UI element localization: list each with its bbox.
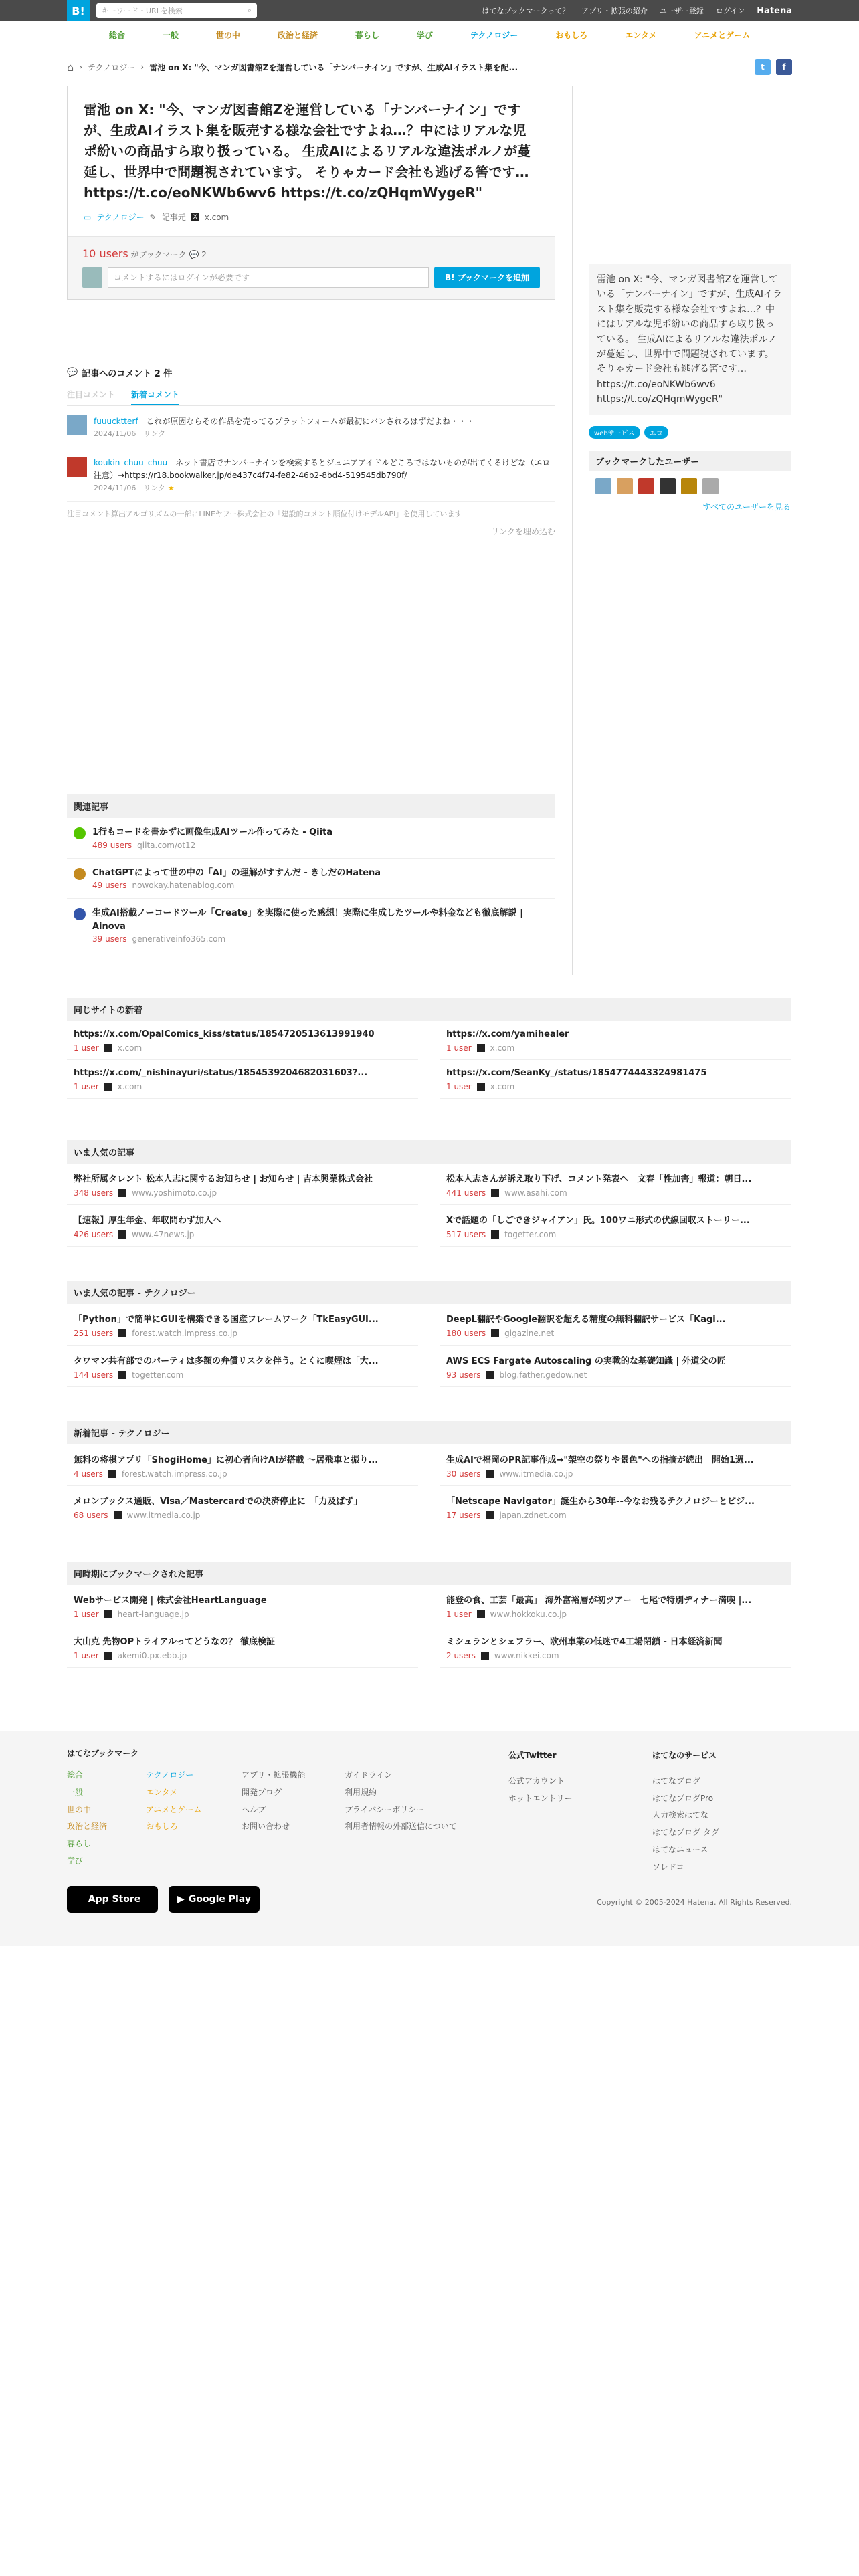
avatar[interactable] <box>681 478 697 494</box>
site-favicon-icon <box>477 1044 485 1052</box>
item-users[interactable]: 517 users <box>446 1230 486 1239</box>
footer-link[interactable]: 学び <box>67 1856 84 1866</box>
new-tech-heading: 新着記事 - テクノロジー <box>67 1421 791 1444</box>
related-item <box>67 818 555 859</box>
item-domain[interactable]: heart-language.jp <box>117 1610 189 1619</box>
site-favicon-icon <box>491 1329 499 1337</box>
comment-user[interactable]: fuuucktterf <box>94 417 138 426</box>
category-tab[interactable]: 暮らし <box>355 31 379 40</box>
site-favicon-icon <box>108 1470 116 1478</box>
comment-text: ネット書店でナンバーナインを検索するとジュニアアイドルどころではないものが出てくるけどな（エロ注意）→https://r18.bookwalker.jp/de437c4f74-fe82-46b2-8bd4-519545db790f/ <box>94 457 551 480</box>
edit-icon[interactable]: ✎ <box>149 212 157 222</box>
comment-tabs <box>67 389 555 406</box>
comment-item <box>67 447 555 502</box>
site-favicon-icon <box>104 1044 112 1052</box>
bookmark-users-heading: ブックマークしたユーザー <box>589 451 791 471</box>
site-favicon-icon <box>74 827 86 839</box>
item-domain[interactable]: japan.zdnet.com <box>499 1511 567 1520</box>
entry-summary: 雷池 on X: "今、マンガ図書館Zを運営している「ナンバーナイン」ですが、生成AIイラスト集を販売する様な会社ですよね…？中にはリアルな児ポ紛いの商品すら取り扱っている。 生成AIによるリアルな違法ポルノが蔓延し、世界中で問題視されています。 そりゃカード会社も逃げる筈です… https://t.co/eoNKWb6wv6 https://t.co/zQHqmWygeR" <box>589 264 791 415</box>
popular-section <box>67 1140 791 1247</box>
item-title[interactable]: AWS ECS Fargate Autoscaling の実戦的な基礎知識 | 外道父の匠 <box>446 1356 726 1366</box>
item-domain[interactable]: x.com <box>117 1043 142 1053</box>
item-users[interactable]: 1 user <box>446 1610 472 1619</box>
footer-link[interactable]: 利用者情報の外部送信について <box>345 1822 457 1832</box>
entry-domain[interactable]: x.com <box>204 212 229 222</box>
breadcrumb-current: 雷池 on X: "今、マンガ図書館Zを運営している「ナンバーナイン」ですが、生成AIイラスト集を配... <box>149 62 518 72</box>
footer-link[interactable]: テクノロジー <box>146 1770 194 1780</box>
item-title[interactable]: Xで話題の「しごできジャイアン」氏。100ワニ形式の伏線回収ストーリー... <box>446 1216 750 1226</box>
related-domain[interactable]: generativeinfo365.com <box>132 934 226 944</box>
item-domain[interactable]: forest.watch.impress.co.jp <box>121 1469 227 1479</box>
item-users[interactable]: 1 user <box>446 1043 472 1053</box>
footer-link[interactable]: エンタメ <box>146 1787 178 1797</box>
list-item <box>440 1304 791 1346</box>
top-bar <box>0 0 859 21</box>
tab-new-comments[interactable]: 新着コメント <box>131 389 179 405</box>
item-domain[interactable]: www.hokkoku.co.jp <box>490 1610 567 1619</box>
site-favicon-icon <box>481 1652 489 1660</box>
list-item <box>440 1444 791 1486</box>
related-title[interactable]: ChatGPTによって世の中の「AI」の理解がすすんだ - きしだのHatena <box>92 867 381 878</box>
comment-count[interactable]: 2 <box>201 250 207 259</box>
top-link-login[interactable]: ログイン <box>715 7 745 15</box>
related-users[interactable]: 49 users <box>92 881 127 890</box>
site-favicon-icon <box>74 908 86 920</box>
item-domain[interactable]: forest.watch.impress.co.jp <box>132 1329 237 1338</box>
list-item <box>440 1060 791 1099</box>
site-favicon-icon <box>486 1470 494 1478</box>
breadcrumb: ⌂ › テクノロジー › 雷池 on X: "今、マンガ図書館Zを運営している「ナンバーナイン」ですが、生成AIイラスト集を配... t f <box>67 59 792 75</box>
list-item <box>67 1021 418 1060</box>
hatena-bookmark-logo[interactable]: B! <box>67 0 90 21</box>
footer-link[interactable]: 世の中 <box>67 1804 92 1814</box>
site-favicon-icon <box>118 1329 126 1337</box>
folder-icon: ▭ <box>84 212 92 222</box>
item-title[interactable]: 【速報】厚生年金、年収問わず加入へ <box>74 1216 222 1226</box>
category-tab[interactable]: 学び <box>416 31 433 40</box>
site-favicon-icon <box>486 1511 494 1519</box>
category-tab[interactable]: テクノロジー <box>470 31 518 40</box>
item-users[interactable]: 348 users <box>74 1188 114 1198</box>
category-nav <box>0 21 859 49</box>
footer-services-heading: はてなのサービス <box>652 1751 717 1760</box>
related-item <box>67 859 555 899</box>
avatar[interactable] <box>595 478 611 494</box>
search-placeholder: キーワード・URLを検索 <box>102 7 183 15</box>
site-favicon-icon <box>491 1189 499 1197</box>
comment-link[interactable]: リンク <box>143 429 166 439</box>
site-favicon-icon <box>104 1610 112 1618</box>
item-title[interactable]: 無料の将棋アプリ「ShogiHome」に初心者向けAIが搭載 ～居飛車と振り... <box>74 1455 379 1465</box>
item-domain[interactable]: togetter.com <box>504 1230 557 1239</box>
list-item <box>440 1346 791 1387</box>
hatena-brand[interactable]: Hatena <box>757 5 792 16</box>
avatar[interactable] <box>617 478 633 494</box>
breadcrumb-category[interactable]: テクノロジー <box>87 62 136 72</box>
category-tab[interactable]: エンタメ <box>625 31 657 40</box>
site-favicon-icon <box>477 1610 485 1618</box>
avatar <box>82 267 102 288</box>
footer-link[interactable]: ガイドライン <box>345 1770 393 1780</box>
comment-text: これが原因ならその作品を売ってるプラットフォームが最初にバンされるはずだよね・・・ <box>146 417 475 426</box>
app-store-badge[interactable]: App Store <box>67 1886 158 1913</box>
list-item <box>440 1626 791 1668</box>
footer <box>0 1731 859 1946</box>
item-users[interactable]: 2 users <box>446 1651 476 1660</box>
entry-meta <box>84 211 539 223</box>
comment-icon: 💬 <box>189 250 199 259</box>
category-tab[interactable]: アニメとゲーム <box>694 31 751 40</box>
item-title[interactable]: https://x.com/OpalComics_kiss/status/1854720513613991940 <box>74 1029 375 1039</box>
list-item <box>440 1164 791 1205</box>
tag[interactable]: エロ <box>644 426 668 439</box>
item-title[interactable]: 生成AIで福岡のPR記事作成→"架空の祭りや景色"への指摘が続出 開始1週... <box>446 1455 754 1465</box>
record-label: 記事元 <box>161 213 186 222</box>
google-play-badge[interactable]: ▶ Google Play <box>169 1886 260 1913</box>
site-favicon-icon <box>104 1083 112 1091</box>
footer-link[interactable]: はてなブログ <box>652 1776 701 1786</box>
comment-input[interactable]: コメントするにはログインが必要です <box>108 267 429 288</box>
top-link-about[interactable]: はてなブックマークって？ <box>482 7 570 15</box>
site-favicon-icon <box>486 1371 494 1379</box>
item-users[interactable]: 1 user <box>74 1082 99 1091</box>
site-favicon-icon <box>118 1371 126 1379</box>
list-item <box>440 1585 791 1626</box>
item-domain[interactable]: togetter.com <box>132 1370 184 1380</box>
site-favicon-icon <box>114 1511 122 1519</box>
footer-link[interactable]: アニメとゲーム <box>146 1804 202 1814</box>
footer-link[interactable]: プライバシーポリシー <box>345 1804 425 1814</box>
footer-link[interactable]: 利用規約 <box>345 1787 377 1797</box>
footer-link[interactable]: 暮らし <box>67 1839 92 1849</box>
item-title[interactable]: Webサービス開発 | 株式会社HeartLanguage <box>74 1596 267 1606</box>
avatar[interactable] <box>638 478 654 494</box>
list-item <box>440 1021 791 1060</box>
item-users[interactable]: 1 user <box>74 1043 99 1053</box>
site-favicon-icon <box>104 1652 112 1660</box>
tab-popular-comments[interactable]: 注目コメント <box>67 390 116 399</box>
site-favicon-icon <box>118 1189 126 1197</box>
search-input[interactable] <box>96 3 257 18</box>
item-users[interactable]: 1 user <box>74 1651 99 1660</box>
new-tech-section <box>67 1421 791 1527</box>
same-site-section <box>67 998 791 1099</box>
bookmark-box <box>68 236 555 299</box>
item-users[interactable]: 17 users <box>446 1511 481 1520</box>
entry-category[interactable]: テクノロジー <box>96 213 145 222</box>
entry-main <box>67 86 555 537</box>
footer-link[interactable]: 総合 <box>67 1770 84 1780</box>
category-tab[interactable]: 政治と経済 <box>277 31 318 40</box>
avatar[interactable] <box>67 457 87 477</box>
comment-date[interactable]: 2024/11/06 <box>94 429 136 439</box>
item-users[interactable]: 144 users <box>74 1370 114 1380</box>
tag[interactable]: webサービス <box>589 426 640 439</box>
footer-link[interactable]: アプリ・拡張機能 <box>242 1770 306 1780</box>
related-title[interactable]: 生成AI搭載ノーコードツール「Create」を実際に使った感想！実際に生成したツールや料金なども徹底解説 | Ainova <box>92 908 523 932</box>
item-title[interactable]: 大山克 先物OPトライアルってどうなの？ 徹底検証 <box>74 1637 275 1647</box>
avatar[interactable] <box>702 478 719 494</box>
users-count[interactable]: 10 users <box>82 247 128 260</box>
comments-heading: 💬 記事へのコメント 2 件 <box>67 368 173 379</box>
comment-row <box>82 267 540 288</box>
footer-bookmark-heading: はてなブックマーク <box>67 1749 139 1758</box>
site-favicon-icon <box>74 868 86 880</box>
list-item <box>67 1444 418 1486</box>
twitter-share-icon[interactable]: t <box>755 59 771 75</box>
algorithm-note: 注目コメント算出アルゴリズムの一部にLINEヤフー株式会社の「建設的コメント順位付けモデルAPI」を使用しています <box>67 509 462 518</box>
item-title[interactable]: 弊社所属タレント 松本人志に関するお知らせ | お知らせ | 吉本興業株式会社 <box>74 1174 373 1184</box>
bookmark-users <box>589 471 791 501</box>
item-domain[interactable]: blog.father.gedow.net <box>499 1370 587 1380</box>
item-domain[interactable]: x.com <box>490 1082 515 1091</box>
tag-list <box>589 426 791 439</box>
same-time-section <box>67 1562 791 1668</box>
entry-title[interactable]: 雷池 on X: "今、マンガ図書館Zを運営している「ナンバーナイン」ですが、生成AIイラスト集を販売する様な会社ですよね…？中にはリアルな児ポ紛いの商品すら取り扱っている。 生成AIによるリアルな違法ポルノが蔓延し、世界中で問題視されています。 そりゃカード会社も逃げる筈です… https://t.co/eoNKWb6wv6 https://t.co/zQHqmWygeR" <box>84 102 531 201</box>
site-favicon-icon <box>118 1230 126 1239</box>
list-item <box>440 1205 791 1247</box>
related-users[interactable]: 489 users <box>92 840 132 850</box>
footer-link[interactable]: ホットエントリー <box>508 1793 573 1803</box>
column-divider <box>572 86 573 975</box>
comments-section <box>67 366 555 537</box>
item-title[interactable]: 「Python」で簡単にGUIを構築できる国産フレームワーク「TkEasyGUI... <box>74 1315 379 1325</box>
related-heading: 関連記事 <box>67 794 555 818</box>
comment-link[interactable]: リンク <box>143 484 166 493</box>
footer-link[interactable]: 一般 <box>67 1787 84 1797</box>
top-link-apps[interactable]: アプリ・拡張の紹介 <box>581 7 648 15</box>
sidebar <box>589 264 791 512</box>
item-domain[interactable]: www.itmedia.co.jp <box>126 1511 201 1520</box>
comment-user[interactable]: koukin_chuu_chuu <box>94 457 168 467</box>
same-site-heading: 同じサイトの新着 <box>67 998 791 1021</box>
related-articles <box>67 794 555 952</box>
share-buttons <box>755 59 792 75</box>
related-item <box>67 899 555 952</box>
item-title[interactable]: 「Netscape Navigator」誕生から30年--今なお残るテクノロジーとビジ... <box>446 1497 755 1507</box>
item-title[interactable]: 松本人志さんが訴え取り下げ、コメント発表へ 文春「性加害」報道：朝日... <box>446 1174 752 1184</box>
site-favicon-icon <box>477 1083 485 1091</box>
item-title[interactable]: https://x.com/SeanKy_/status/1854774443324981475 <box>446 1068 707 1078</box>
item-title[interactable]: ミシュランとシェフラー、欧州車業の低迷で4工場閉鎖 - 日本経済新聞 <box>446 1637 723 1647</box>
footer-link[interactable]: 公式アカウント <box>508 1776 565 1786</box>
item-title[interactable]: タワマン共有部でのパーティは多額の弁償リスクを伴う。とくに喫煙は「大... <box>74 1356 379 1366</box>
item-users[interactable]: 1 user <box>74 1610 99 1619</box>
site-favicon-icon <box>491 1230 499 1239</box>
footer-link[interactable]: はてなブログ タグ <box>652 1828 719 1838</box>
item-title[interactable]: https://x.com/_nishinayuri/status/1854539204682031603?... <box>74 1068 368 1078</box>
popular-tech-section <box>67 1281 791 1387</box>
footer-link[interactable]: 政治と経済 <box>67 1822 108 1832</box>
item-domain[interactable]: x.com <box>117 1082 142 1091</box>
item-users[interactable]: 426 users <box>74 1230 114 1239</box>
footer-link[interactable]: はてなニュース <box>652 1844 708 1854</box>
item-title[interactable]: メロンブックス通販、Visa／Mastercardでの決済停止に 「力及ばず」 <box>74 1497 363 1507</box>
category-tab[interactable]: 総合 <box>108 31 125 40</box>
item-users[interactable]: 4 users <box>74 1469 103 1479</box>
add-bookmark-button[interactable]: B! ブックマークを追加 <box>434 267 540 288</box>
x-logo-icon: X <box>191 213 199 221</box>
speech-bubble-icon: 💬 <box>67 368 78 378</box>
item-domain[interactable]: gigazine.net <box>504 1329 555 1338</box>
footer-twitter-heading: 公式Twitter <box>508 1751 557 1760</box>
item-users[interactable]: 1 user <box>446 1082 472 1091</box>
footer-link[interactable]: お問い合わせ <box>242 1822 290 1832</box>
star-icon[interactable]: ★ <box>167 484 175 493</box>
item-domain[interactable]: x.com <box>490 1043 515 1053</box>
item-domain[interactable]: www.47news.jp <box>132 1230 195 1239</box>
home-icon[interactable]: ⌂ <box>67 60 74 74</box>
footer-link[interactable]: ソレドコ <box>652 1862 684 1872</box>
item-title[interactable]: 能登の食、工芸「最高」 海外富裕層が初ツアー 七尾で特別ディナー満喫 |... <box>446 1596 752 1606</box>
category-tab[interactable]: おもしろ <box>555 31 588 40</box>
footer-link[interactable]: ヘルプ <box>242 1804 266 1814</box>
item-title[interactable]: https://x.com/yamihealer <box>446 1029 569 1039</box>
list-item <box>440 1486 791 1527</box>
play-icon: ▶ <box>177 1894 185 1905</box>
popular-tech-heading: いま人気の記事 - テクノロジー <box>67 1281 791 1304</box>
related-domain[interactable]: qiita.com/ot12 <box>137 840 196 850</box>
footer-link[interactable]: はてなブログPro <box>652 1793 714 1803</box>
item-domain[interactable]: akemi0.px.ebb.jp <box>117 1651 187 1660</box>
related-title[interactable]: 1行もコードを書かずに画像生成AIツール作ってみた - Qiita <box>92 827 333 837</box>
item-domain[interactable]: www.asahi.com <box>504 1188 567 1198</box>
item-users[interactable]: 441 users <box>446 1188 486 1198</box>
item-users[interactable]: 93 users <box>446 1370 481 1380</box>
footer-link[interactable]: 人力検索はてな <box>652 1810 709 1820</box>
footer-link[interactable]: 開発ブログ <box>242 1787 282 1797</box>
popular-heading: いま人気の記事 <box>67 1140 791 1164</box>
see-all-users-link[interactable]: すべてのユーザーを見る <box>702 502 791 512</box>
avatar[interactable] <box>67 415 87 435</box>
same-time-heading: 同時期にブックマークされた記事 <box>67 1562 791 1585</box>
item-domain[interactable]: www.nikkei.com <box>494 1651 559 1660</box>
related-users[interactable]: 39 users <box>92 934 127 944</box>
copyright: Copyright © 2005-2024 Hatena. All Rights Reserved. <box>596 1898 792 1907</box>
comment-date[interactable]: 2024/11/06 <box>94 484 136 493</box>
category-tab[interactable]: 一般 <box>162 31 179 40</box>
item-users[interactable]: 68 users <box>74 1511 108 1520</box>
item-users[interactable]: 251 users <box>74 1329 114 1338</box>
top-links <box>482 5 792 16</box>
item-users[interactable]: 180 users <box>446 1329 486 1338</box>
facebook-share-icon[interactable]: f <box>776 59 792 75</box>
item-domain[interactable]: www.itmedia.co.jp <box>499 1469 573 1479</box>
list-item <box>67 1205 418 1247</box>
list-item <box>67 1585 418 1626</box>
search-icon[interactable]: ⌕ <box>247 6 252 15</box>
list-item <box>67 1304 418 1346</box>
embed-link[interactable]: リンクを埋め込む <box>491 526 555 536</box>
comment-item <box>67 406 555 447</box>
category-tab[interactable]: 世の中 <box>215 31 240 40</box>
item-users[interactable]: 30 users <box>446 1469 481 1479</box>
entry-card <box>67 86 555 300</box>
avatar[interactable] <box>660 478 676 494</box>
related-domain[interactable]: nowokay.hatenablog.com <box>132 881 235 890</box>
item-title[interactable]: DeepL翻訳やGoogle翻訳を超える精度の無料翻訳サービス「Kagi... <box>446 1315 726 1325</box>
list-item <box>67 1060 418 1099</box>
top-link-register[interactable]: ユーザー登録 <box>659 7 704 15</box>
list-item <box>67 1164 418 1205</box>
item-domain[interactable]: www.yoshimoto.co.jp <box>132 1188 217 1198</box>
footer-link[interactable]: おもしろ <box>146 1822 179 1832</box>
list-item <box>67 1486 418 1527</box>
list-item <box>67 1346 418 1387</box>
bookmark-count: 10 users がブックマーク 💬 2 <box>82 247 207 260</box>
list-item <box>67 1626 418 1668</box>
app-store-badges <box>67 1886 260 1913</box>
